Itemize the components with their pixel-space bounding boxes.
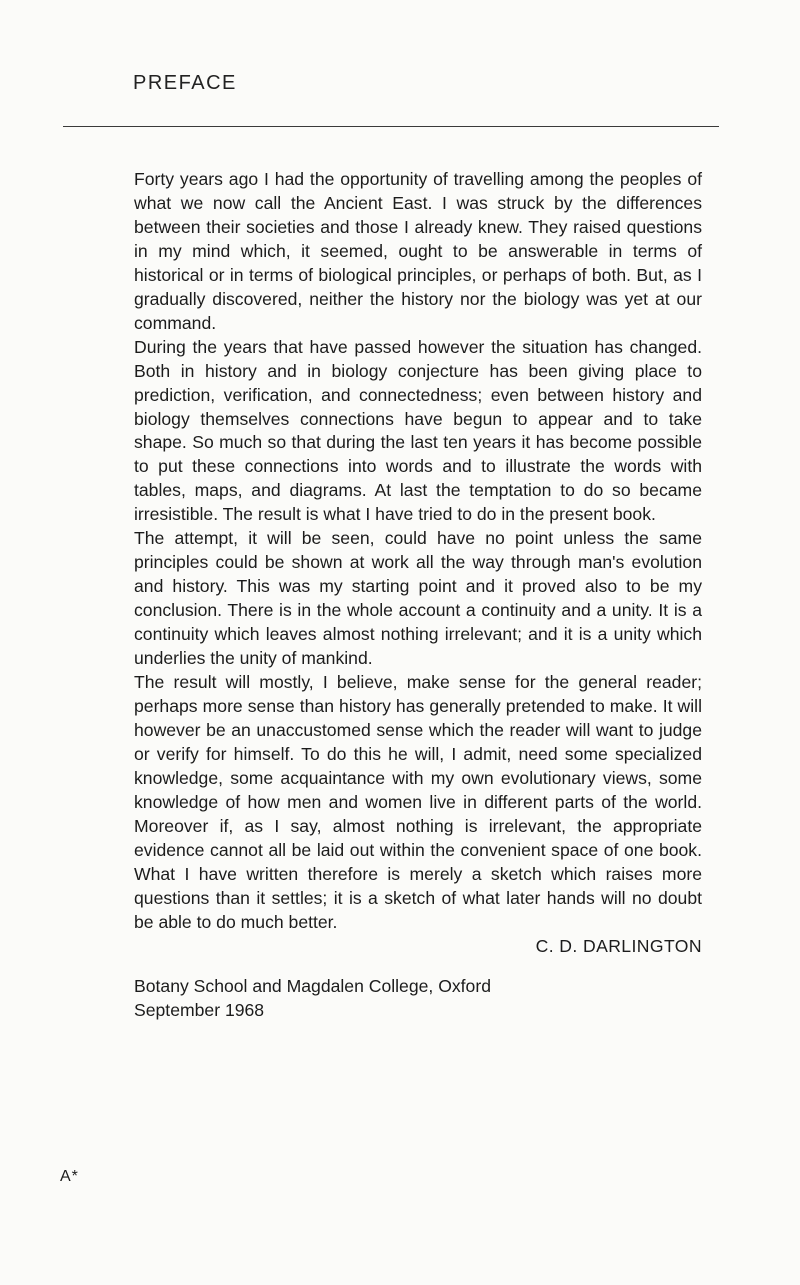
running-head: PREFACE (133, 72, 237, 94)
paragraph-2: During the years that have passed however the situation has changed. Both in history and in biology conjecture has been giving place to prediction, verification, and connectedness; even between history and biology themselves connections have begun to appear and to take shape. So much so that during the last ten years it has become possible to put these connections into words and to illustrate the words with tables, maps, and diagrams. At last the temptation to do so became irresistible. The result is what I have tried to do in the present book. (134, 336, 702, 525)
paragraph-1: Forty years ago I had the opportunity of travelling among the peoples of what we now call the Ancient East. I was struck by the differences between their societies and those I already knew. They raised questions in my mind which, it seemed, ought to be answerable in terms of historical or in terms of biological principles, or perhaps of both. But, as I gradually discovered, neither the history nor the biology was yet at our command. (134, 169, 702, 333)
preface-body (134, 168, 702, 1023)
affiliation-block (134, 975, 702, 1023)
page-folio: A* (60, 1168, 79, 1185)
header-rule (63, 126, 719, 127)
author-signature: C. D. DARLINGTON (535, 935, 702, 956)
affiliation-place: Botany School and Magdalen College, Oxford (134, 976, 491, 997)
paragraph-4: The result will mostly, I believe, make sense for the general reader; perhaps more sense than history has generally pretended to make. It will however be an unaccustomed sense which the reader will want to judge or verify for himself. To do this he will, I admit, need some specialized knowledge, some acquaintance with my own evolutionary views, some knowledge of how men and women live in different parts of the world. Moreover if, as I say, almost nothing is irrelevant, the appropriate evidence cannot all be laid out within the convenient space of one book. What I have written therefore is merely a sketch which raises more questions than it settles; it is a sketch of what later hands will no doubt be able to do much better. (134, 672, 702, 932)
affiliation-date: September 1968 (134, 1000, 265, 1021)
paragraph-3: The attempt, it will be seen, could have no point unless the same principles could be shown at work all the way through man's evolution and history. This was my starting point and it proved also to be my conclusion. There is in the whole account a continuity and a unity. It is a continuity which leaves almost nothing irrelevant; and it is a unity which underlies the unity of mankind. (134, 528, 702, 669)
